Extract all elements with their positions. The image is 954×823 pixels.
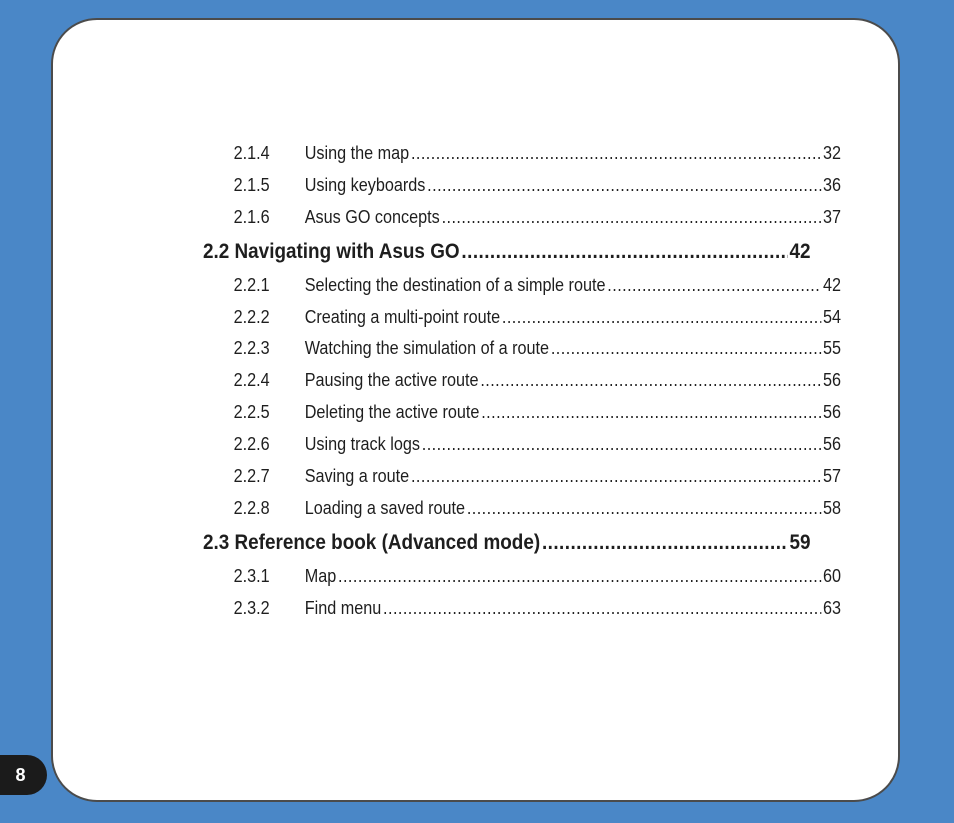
page-number-badge: 8	[0, 755, 47, 795]
toc-entry-page: 63	[823, 597, 842, 618]
toc-entry-number: 2.2.4	[233, 370, 270, 391]
dot-leader	[481, 397, 821, 429]
toc-entry[interactable]	[203, 302, 841, 334]
toc-entry-number: 2.1.6	[233, 206, 270, 227]
toc-entry[interactable]	[203, 365, 841, 397]
toc-entry[interactable]	[203, 397, 841, 429]
toc-entry-page: 57	[823, 466, 842, 487]
toc-entry-page: 42	[823, 274, 842, 295]
toc-entry-title: Using track logs	[304, 434, 420, 455]
toc-entry-title: Using keyboards	[304, 174, 426, 195]
toc-entry[interactable]	[203, 138, 841, 170]
toc-entry-page: 36	[823, 174, 842, 195]
toc-entry[interactable]	[203, 333, 841, 365]
toc-entry[interactable]	[203, 170, 841, 202]
dot-leader	[411, 138, 821, 170]
toc-entry[interactable]	[203, 493, 841, 525]
dot-leader	[442, 202, 822, 234]
toc-entry-page: 32	[823, 143, 842, 163]
toc-entry-number: 2.2.1	[233, 274, 270, 295]
toc-entry[interactable]	[203, 429, 841, 461]
toc-entry-page: 37	[823, 206, 842, 227]
toc-entry-page: 60	[823, 565, 842, 586]
toc-entry-title: Watching the simulation of a route	[304, 338, 550, 359]
toc-section-page: 42	[789, 239, 811, 263]
toc-entry-page: 55	[823, 338, 842, 359]
table-of-contents	[203, 138, 842, 625]
toc-entry-title: Find menu	[304, 597, 382, 618]
toc-section-heading[interactable]	[203, 234, 810, 270]
document-page	[51, 18, 900, 802]
toc-entry-title: Deleting the active route	[304, 402, 480, 423]
dot-leader	[461, 234, 787, 270]
toc-entry-page: 58	[823, 497, 842, 518]
toc-entry-number: 2.2.7	[233, 466, 270, 487]
toc-entry-number: 2.2.6	[233, 434, 270, 455]
dot-leader	[467, 493, 821, 525]
toc-section-title: 2.2 Navigating with Asus GO	[203, 239, 460, 263]
toc-entry-number: 2.2.2	[233, 306, 270, 327]
toc-section-heading[interactable]	[203, 525, 810, 561]
dot-leader	[542, 525, 788, 561]
dot-leader	[607, 270, 821, 302]
toc-entry-title: Map	[304, 565, 337, 586]
toc-entry-number: 2.2.8	[233, 497, 270, 518]
dot-leader	[338, 561, 821, 593]
toc-section-title: 2.3 Reference book (Advanced mode)	[203, 530, 541, 554]
toc-entry-title: Pausing the active route	[304, 370, 479, 391]
toc-entry-number: 2.2.3	[233, 338, 270, 359]
toc-section-page: 59	[789, 530, 811, 554]
dot-leader	[422, 429, 821, 461]
toc-entry[interactable]	[203, 561, 841, 593]
toc-entry-title: Asus GO concepts	[304, 206, 440, 227]
toc-entry-number: 2.3.2	[233, 597, 270, 618]
toc-entry-title: Creating a multi-point route	[304, 306, 501, 327]
toc-entry-title: Selecting the destination of a simple route	[304, 274, 606, 295]
toc-entry[interactable]	[203, 461, 841, 493]
toc-entry[interactable]	[203, 202, 841, 234]
dot-leader	[551, 333, 821, 365]
dot-leader	[383, 593, 821, 625]
dot-leader	[502, 302, 821, 334]
toc-entry-page: 54	[823, 306, 842, 327]
toc-entry-title: Using the map	[304, 143, 410, 163]
toc-entry-page: 56	[823, 434, 842, 455]
toc-entry-page: 56	[823, 402, 842, 423]
toc-entry-number: 2.1.4	[233, 143, 270, 163]
toc-entry-title: Loading a saved route	[304, 497, 466, 518]
dot-leader	[411, 461, 821, 493]
toc-entry-number: 2.2.5	[233, 402, 270, 423]
toc-entry-number: 2.1.5	[233, 174, 270, 195]
toc-entry-title: Saving a route	[304, 466, 410, 487]
toc-entry-number: 2.3.1	[233, 565, 270, 586]
toc-entry[interactable]	[203, 270, 841, 302]
dot-leader	[480, 365, 821, 397]
toc-entry[interactable]	[203, 593, 841, 625]
toc-entry-page: 56	[823, 370, 842, 391]
dot-leader	[427, 170, 821, 202]
